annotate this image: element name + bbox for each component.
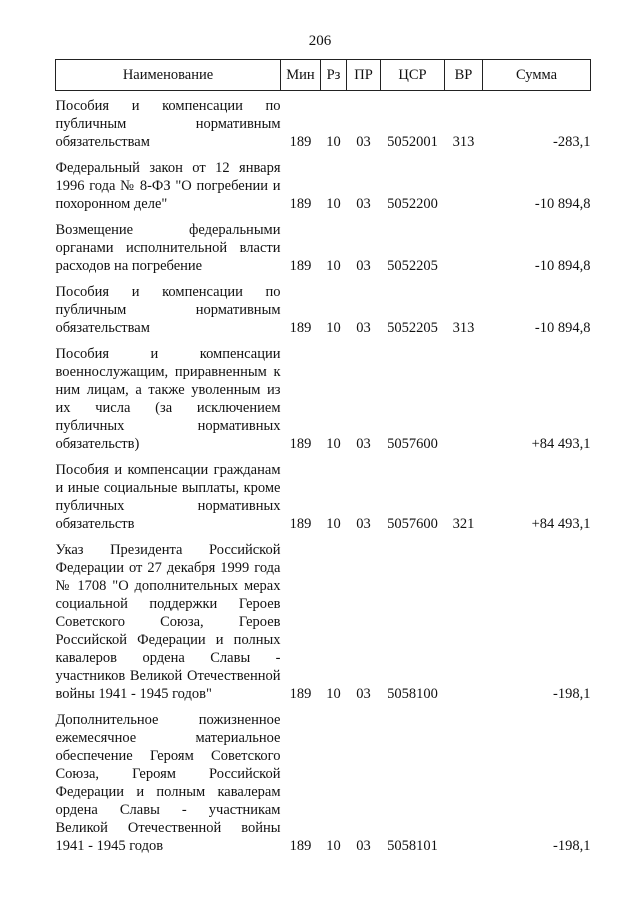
row-name: Пособия и компенсации по публичным нормативным обязательствам [55, 97, 281, 150]
table-row [56, 221, 591, 275]
row-csr: 5052205 [387, 257, 438, 274]
table-row [56, 711, 591, 855]
column-header-name: Наименование [56, 60, 281, 91]
row-rz: 10 [326, 435, 341, 452]
table-row [56, 159, 591, 213]
row-vr: 321 [452, 515, 475, 532]
column-header-pr: ПР [347, 60, 381, 91]
table-row [56, 97, 591, 151]
table-header-row [56, 60, 591, 91]
row-csr: 5052205 [387, 319, 438, 336]
row-rz: 10 [326, 837, 341, 854]
row-sum: -10 894,8 [534, 195, 591, 212]
row-min: 189 [289, 515, 312, 532]
row-min: 189 [289, 435, 312, 452]
column-header-sum: Сумма [483, 60, 591, 91]
row-pr: 03 [356, 257, 371, 274]
row-pr: 03 [356, 319, 371, 336]
column-header-min: Мин [281, 60, 321, 91]
row-sum: +84 493,1 [531, 435, 591, 452]
column-header-vr: ВР [445, 60, 483, 91]
row-pr: 03 [356, 685, 371, 702]
row-name: Пособия и компенсации военнослужащим, приравненным к ним лицам, а также уволенным из их числа (за исключением публичных нормативных обязательств) [55, 345, 281, 452]
row-name: Федеральный закон от 12 января 1996 года № 8-ФЗ "О погребении и похоронном деле" [55, 159, 281, 212]
table-row [56, 541, 591, 703]
row-min: 189 [289, 133, 312, 150]
row-rz: 10 [326, 685, 341, 702]
row-csr: 5058101 [387, 837, 438, 854]
row-rz: 10 [326, 257, 341, 274]
row-min: 189 [289, 257, 312, 274]
row-rz: 10 [326, 319, 341, 336]
row-min: 189 [289, 837, 312, 854]
row-name: Пособия и компенсации по публичным нормативным обязательствам [55, 283, 281, 336]
row-vr [445, 345, 483, 453]
row-name: Указ Президента Российской Федерации от 27 декабря 1999 года № 1708 "О дополнительных мерах социальной поддержки Героев Советского Союза, Героев Российской Федерации и полных кавалеров ордена Славы - участников Великой Отечественной войны 1941 - 1945 годов" [55, 541, 281, 702]
row-rz: 10 [326, 133, 341, 150]
row-sum: -283,1 [553, 133, 591, 150]
row-rz: 10 [326, 195, 341, 212]
row-min: 189 [289, 195, 312, 212]
table-row [56, 283, 591, 337]
row-min: 189 [289, 319, 312, 336]
row-pr: 03 [356, 195, 371, 212]
column-header-csr: ЦСР [381, 60, 445, 91]
row-sum: -198,1 [553, 685, 591, 702]
row-sum: -10 894,8 [534, 257, 591, 274]
table-row [56, 461, 591, 533]
row-vr [445, 541, 483, 703]
row-vr [445, 221, 483, 275]
row-csr: 5052001 [387, 133, 438, 150]
row-sum: +84 493,1 [531, 515, 591, 532]
row-name: Пособия и компенсации гражданам и иные социальные выплаты, кроме публичных нормативных обязательств [55, 461, 281, 532]
row-csr: 5057600 [387, 435, 438, 452]
row-csr: 5052200 [387, 195, 438, 212]
budget-table [55, 59, 591, 855]
row-rz: 10 [326, 515, 341, 532]
row-sum: -10 894,8 [534, 319, 591, 336]
row-pr: 03 [356, 133, 371, 150]
table-row [56, 345, 591, 453]
row-sum: -198,1 [553, 837, 591, 854]
page-number: 206 [308, 33, 332, 49]
row-pr: 03 [356, 837, 371, 854]
row-name: Дополнительное пожизненное ежемесячное материальное обеспечение Героям Советского Союза, Героям Российской Федерации и полным кавалерам ордена Славы - участникам Великой Отечественной войны 1941 - 1945 годов [55, 711, 281, 854]
row-csr: 5058100 [387, 685, 438, 702]
row-vr: 313 [452, 133, 475, 150]
row-csr: 5057600 [387, 515, 438, 532]
row-name: Возмещение федеральными органами исполнительной власти расходов на погребение [55, 221, 281, 274]
row-pr: 03 [356, 515, 371, 532]
column-header-rz: Рз [321, 60, 347, 91]
row-vr: 313 [452, 319, 475, 336]
row-vr [445, 711, 483, 855]
row-pr: 03 [356, 435, 371, 452]
row-min: 189 [289, 685, 312, 702]
row-vr [445, 159, 483, 213]
